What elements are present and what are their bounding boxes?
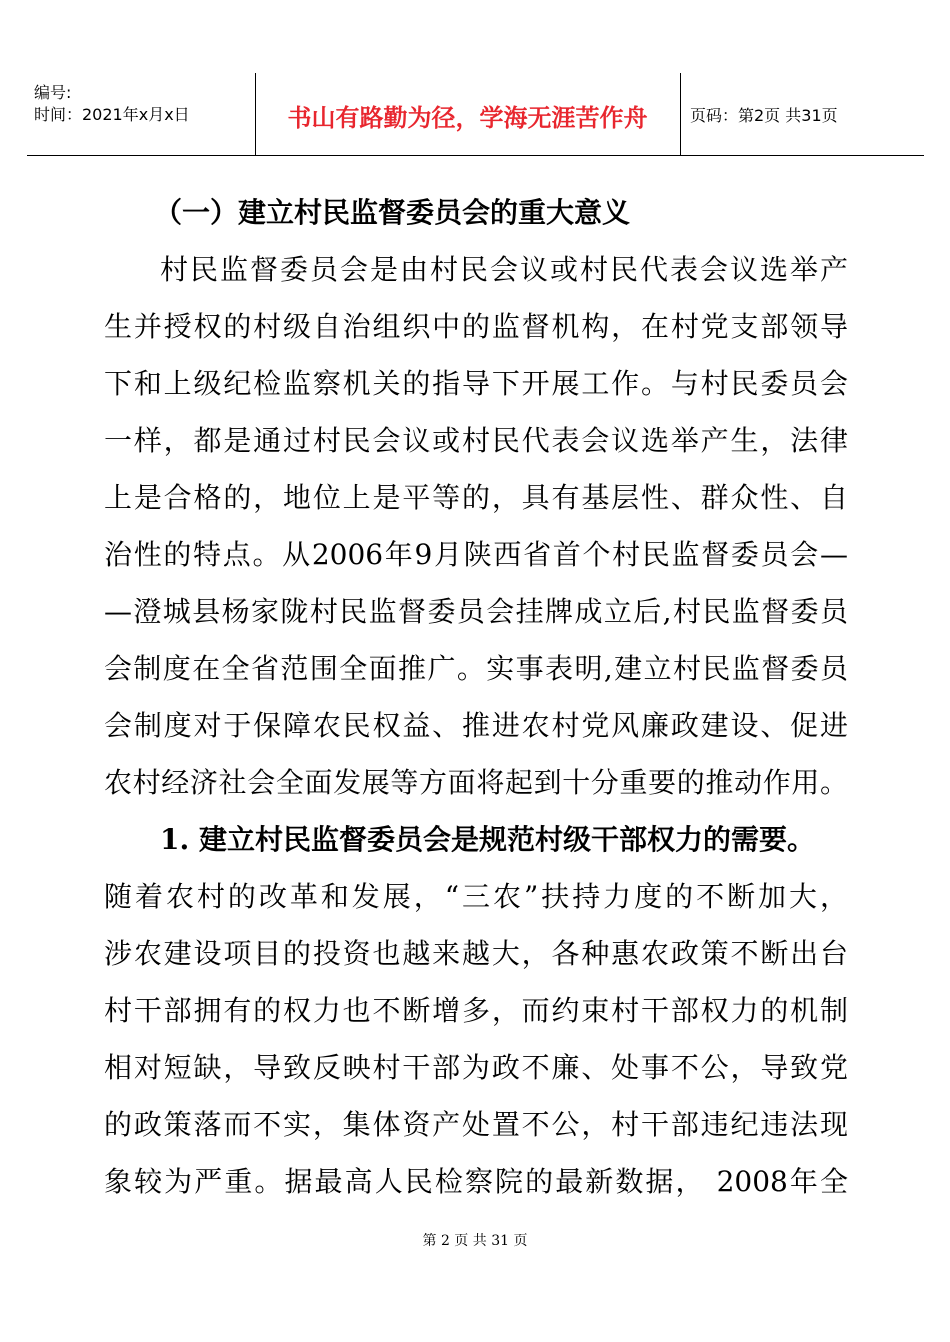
header-page-cell xyxy=(680,73,924,155)
document-time-label: 时间：2021年x月x日 xyxy=(34,105,190,124)
header-meta-cell xyxy=(27,73,256,155)
header-page-code: 页码：第2页 共31页 xyxy=(690,106,838,125)
header-motto-cell xyxy=(255,73,681,155)
paragraph-line: 生并授权的村级自治组织中的监督机构，在村党支部领导 xyxy=(104,310,848,343)
paragraph-line: 农村经济社会全面发展等方面将起到十分重要的推动作用。 xyxy=(104,766,848,799)
paragraph-line: 随着农村的改革和发展，“三农”扶持力度的不断加大， xyxy=(104,880,848,913)
paragraph-line: 村干部拥有的权力也不断增多，而约束村干部权力的机制 xyxy=(104,994,848,1027)
page-header xyxy=(27,73,924,156)
document-body xyxy=(104,184,848,1210)
paragraph-line: 会制度在全省范围全面推广。实事表明,建立村民监督委员 xyxy=(104,652,848,685)
page-footer: 第 2 页 共 31 页 xyxy=(422,1233,528,1249)
subheading: 1. 建立村民监督委员会是规范村级干部权力的需要。 xyxy=(160,823,815,856)
paragraph-line: —澄城县杨家陇村民监督委员会挂牌成立后,村民监督委员 xyxy=(104,595,848,628)
paragraph-line: 象较为严重。据最高人民检察院的最新数据， 2008年全 xyxy=(104,1165,848,1198)
header-motto: 书山有路勤为径，学海无涯苦作舟 xyxy=(287,104,648,132)
paragraph-line: 村民监督委员会是由村民会议或村民代表会议选举产 xyxy=(160,253,848,286)
paragraph-line: 相对短缺，导致反映村干部为政不廉、处事不公，导致党 xyxy=(104,1051,848,1084)
section-title: （一）建立村民监督委员会的重大意义 xyxy=(154,196,631,229)
paragraph-line: 治性的特点。从2006年9月陕西省首个村民监督委员会— xyxy=(104,538,848,571)
paragraph-line: 下和上级纪检监察机关的指导下开展工作。与村民委员会 xyxy=(104,367,848,400)
paragraph-line: 会制度对于保障农民权益、推进农村党风廉政建设、促进 xyxy=(104,709,848,742)
paragraph-line: 的政策落而不实，集体资产处置不公，村干部违纪违法现 xyxy=(104,1108,848,1141)
document-number-label: 编号: xyxy=(34,83,72,102)
paragraph-line: 涉农建设项目的投资也越来越大，各种惠农政策不断出台 xyxy=(104,937,848,970)
paragraph-line: 一样，都是通过村民会议或村民代表会议选举产生，法律 xyxy=(104,424,848,457)
paragraph-line: 上是合格的，地位上是平等的，具有基层性、群众性、自 xyxy=(104,481,848,514)
